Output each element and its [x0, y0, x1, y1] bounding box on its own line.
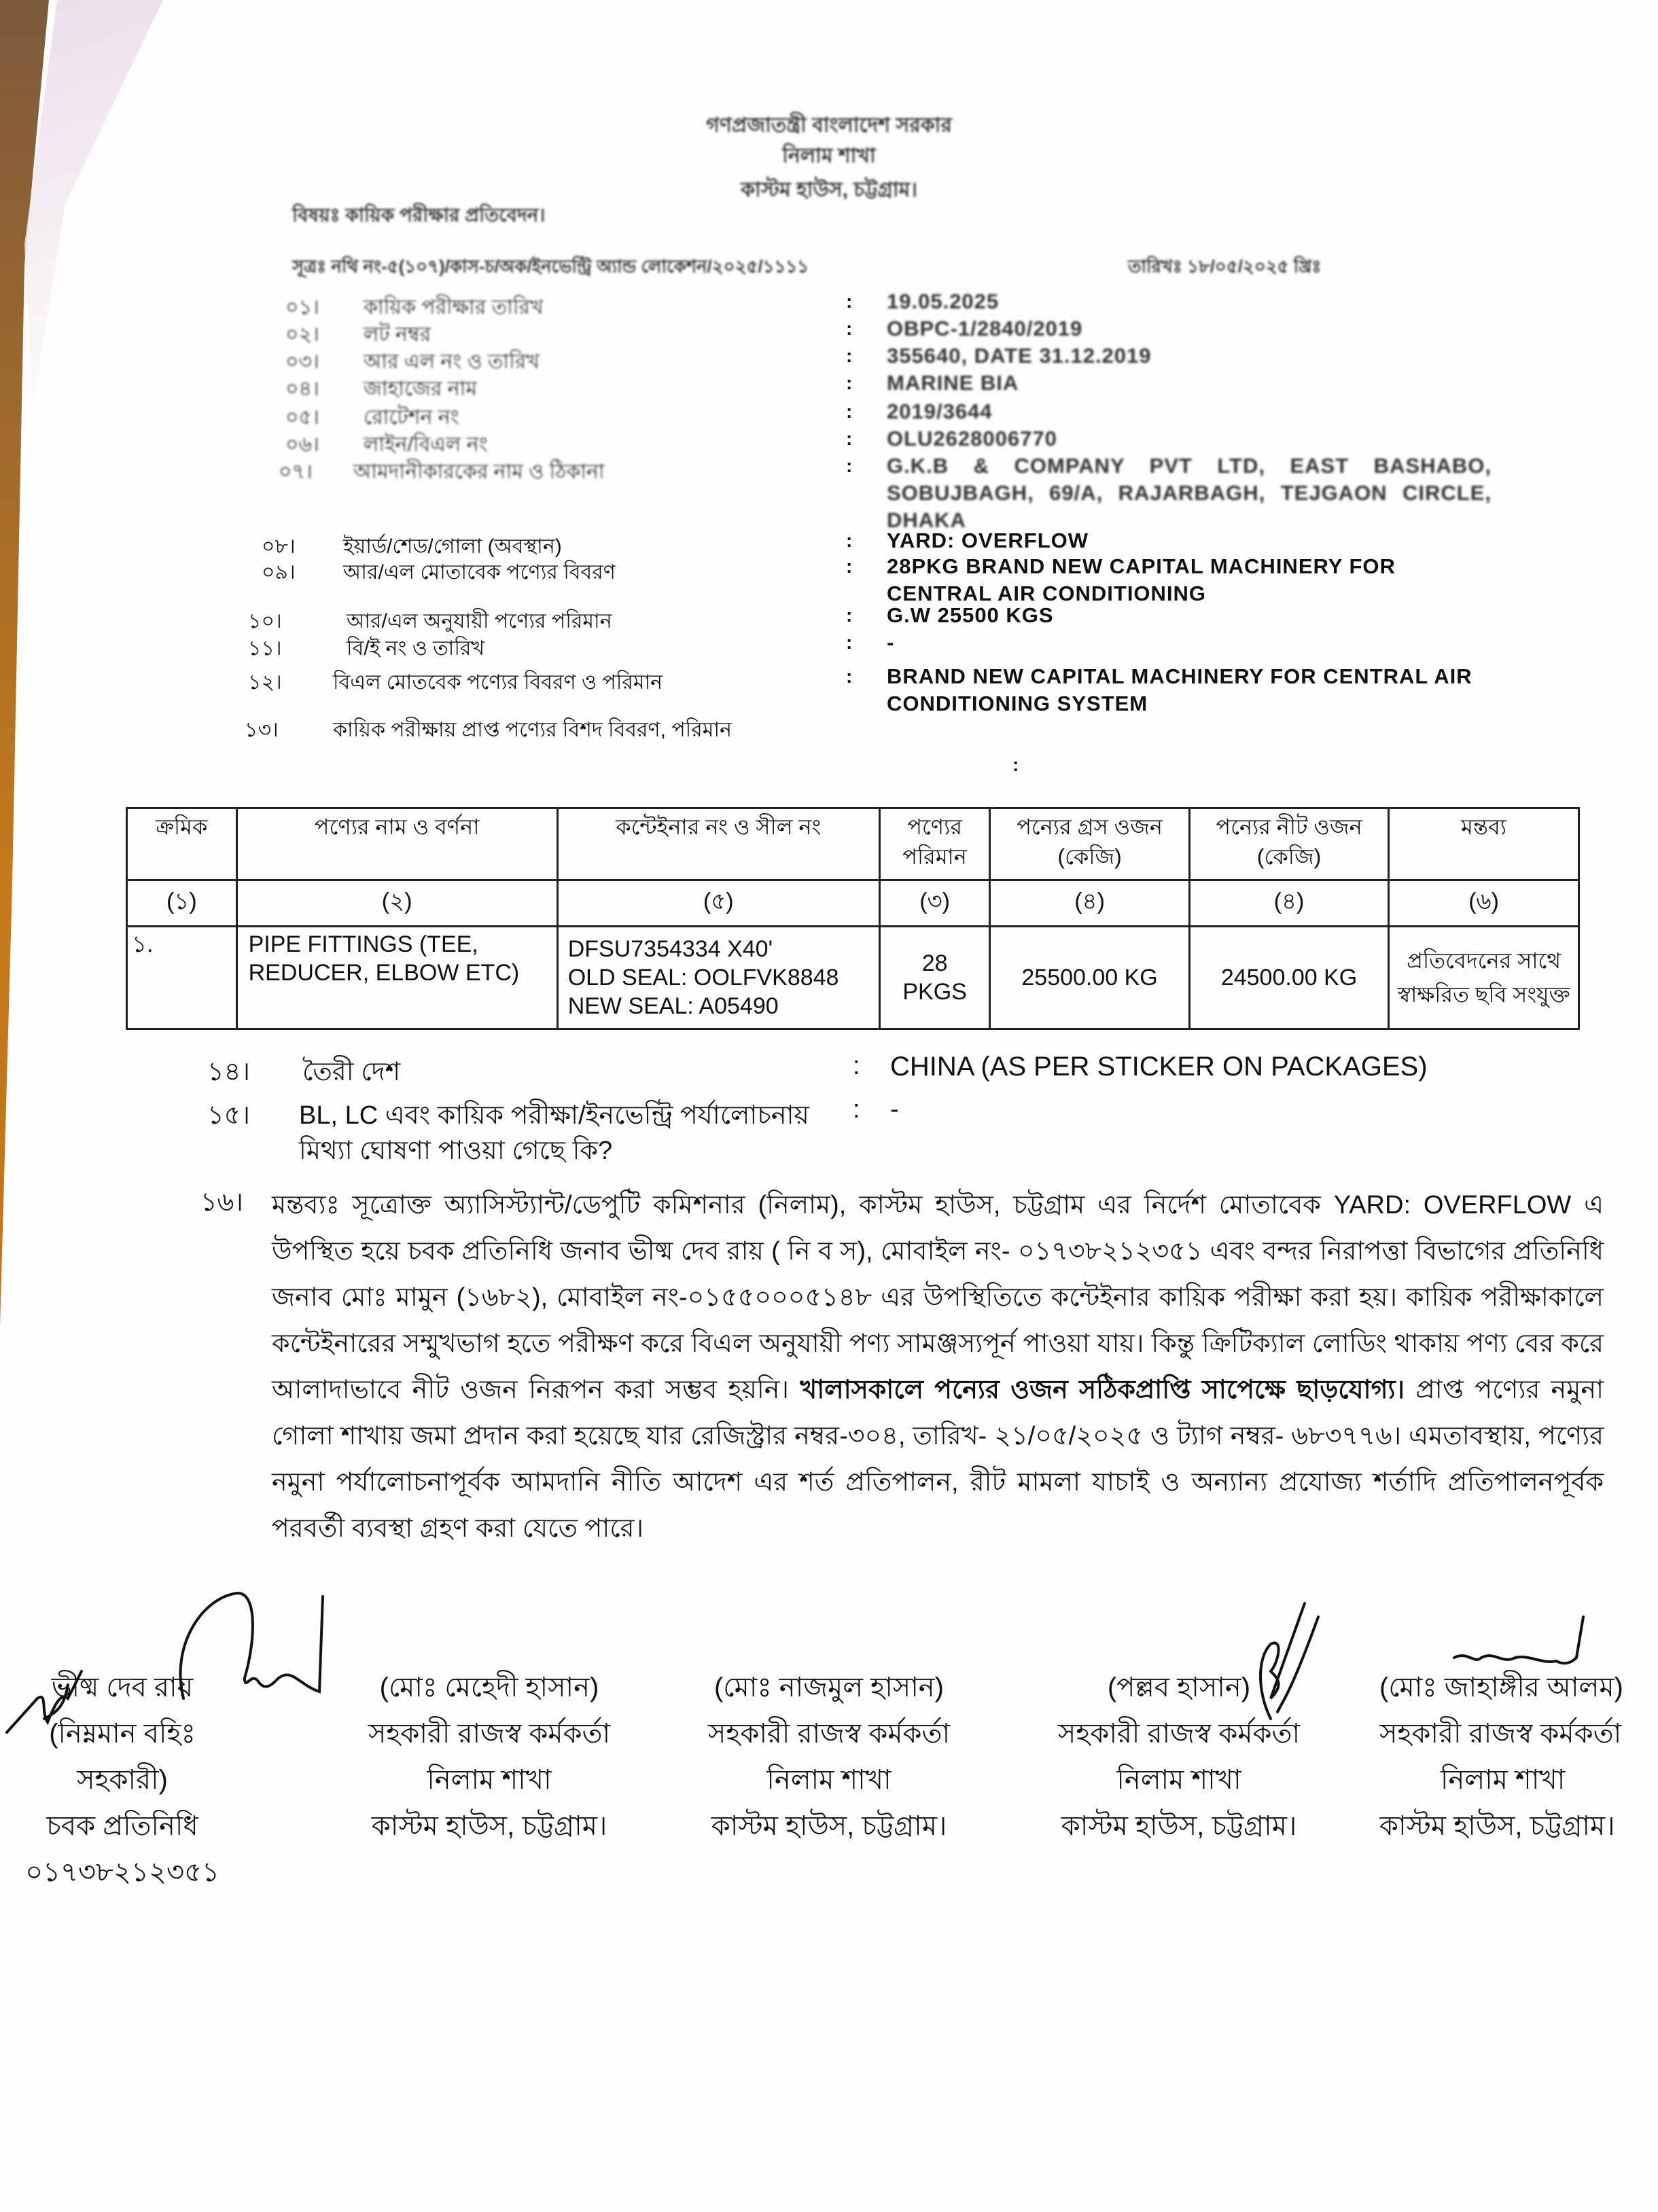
- col-header-gross-weight: পন্যের গ্রস ওজন (কেজি): [990, 808, 1189, 880]
- header-office: কাস্টম হাউস, চট্টগ্রাম।: [741, 179, 917, 201]
- field-number: ০৯।: [262, 561, 296, 584]
- field-number: ০৫।: [285, 406, 319, 429]
- field-label: আমদানীকারকের নাম ও ঠিকানা: [353, 461, 605, 483]
- col-header-serial: ক্রমিক: [127, 808, 237, 880]
- signatory-designation: সহকারী রাজস্ব কর্মকর্তা: [368, 1719, 611, 1749]
- item15-value: -: [890, 1095, 899, 1124]
- field-label: লট নম্বর: [364, 323, 431, 346]
- signatory-branch: নিলাম শাখা: [1116, 1765, 1241, 1795]
- field-label: কায়িক পরীক্ষার তারিখ: [364, 296, 544, 319]
- field-value: BRAND NEW CAPITAL MACHINERY FOR CENTRAL AIR CONDITIONING SYSTEM: [887, 664, 1472, 715]
- signatory-1: [0, 1664, 245, 1895]
- field-number: ০৬।: [285, 433, 319, 456]
- item14-colon: :: [853, 1052, 860, 1080]
- item14-label: তৈরী দেশ: [302, 1058, 401, 1086]
- field-number: ১২।: [248, 671, 282, 694]
- old-seal: OLD SEAL: OOLFVK8848: [567, 965, 839, 991]
- cell-description: PIPE FITTINGS (TEE, REDUCER, ELBOW ETC): [236, 927, 557, 1029]
- col-number: (৫): [557, 880, 879, 927]
- signatory-branch: নিলাম শাখা: [766, 1765, 892, 1795]
- signatory-office: কাস্টম হাউস, চট্টগ্রাম।: [1061, 1811, 1297, 1841]
- field-colon: :: [846, 666, 853, 687]
- signatory-branch: নিলাম শাখা: [1441, 1765, 1566, 1795]
- signatory-branch: নিলাম শাখা: [427, 1765, 552, 1795]
- field-number: ০৮।: [262, 535, 296, 558]
- cell-gross-weight: 25500.00 KG: [990, 927, 1189, 1029]
- field-number: ০৩।: [285, 351, 319, 373]
- field-number: ০১।: [285, 296, 319, 319]
- field-label: ইয়ার্ড/শেড/গোলা (অবস্থান): [343, 535, 562, 558]
- field-colon: :: [846, 401, 853, 422]
- field-label: কায়িক পরীক্ষায় প্রাপ্ত পণ্যের বিশদ বিবরণ, পরিমান: [333, 719, 733, 741]
- signatory-name: ভীষ্ম দেব রায়: [51, 1673, 194, 1702]
- quantity-value: 28: [921, 950, 948, 976]
- signatory-designation: সহকারী রাজস্ব কর্মকর্তা: [1379, 1719, 1622, 1749]
- col-number: (১): [127, 880, 237, 927]
- remarks-text-part2: প্রাপ্ত পণ্যের নমুনা গোলা শাখায় জমা প্রদান করা হয়েছে যার রেজিস্ট্রার নম্বর-৩০৪, তারিখ- ২১/০৫/২০২৫ ও ট্যাগ নম্বর- ৬৮৩৭৭৬। এমতাবস্থায়, পণ্যের নমুনা পর্যালোচনাপূর্বক আমদানি নীতি আদেশ এর শর্ত প্রতিপালন, রীট মামলা যাচাই ও অন্যান্য প্রযোজ্য শর্তাদি প্রতিপালনপূর্বক পরবর্তী ব্যবস্থা গ্রহণ করা যেতে পারে।: [272, 1376, 1604, 1543]
- signatory-name: (মোঃ জাহাঙ্গীর আলম): [1379, 1673, 1623, 1702]
- signatory-designation: সহকারী রাজস্ব কর্মকর্তা: [1057, 1719, 1301, 1749]
- table-row: [127, 927, 1579, 1029]
- col-header-quantity: পণ্যের পরিমান: [879, 808, 989, 880]
- cell-quantity: [879, 927, 989, 1029]
- header-government: গণপ্রজাতন্ত্রী বাংলাদেশ সরকার: [706, 114, 952, 137]
- item15-label-line1: BL, LC এবং কায়িক পরীক্ষা/ইনভেন্ট্রি পর্যালোচনায়: [299, 1101, 809, 1130]
- field-colon: :: [1012, 754, 1019, 775]
- item16-number: ১৬।: [200, 1188, 243, 1217]
- field-colon: :: [846, 318, 853, 339]
- field-colon: :: [846, 605, 853, 626]
- field-label: আর এল নং ও তারিখ: [364, 351, 540, 373]
- field-number: ১৩।: [245, 719, 279, 741]
- field-value: OLU2628006770: [887, 427, 1057, 450]
- subject-line: বিষয়ঃ কায়িক পরীক্ষার প্রতিবেদন।: [292, 204, 546, 226]
- col-number: (৪): [1189, 880, 1388, 927]
- field-label: বিএল মোতবেক পণ্যের বিবরণ ও পরিমান: [333, 671, 663, 694]
- field-label: লাইন/বিএল নং: [364, 433, 488, 456]
- table-column-number-row: [127, 880, 1579, 927]
- table-header-row: [127, 808, 1579, 880]
- field-label: আর/এল অনুযায়ী পণ্যের পরিমান: [347, 610, 612, 632]
- col-number: (৬): [1389, 880, 1579, 927]
- signatory-office: কাস্টম হাউস, চট্টগ্রাম।: [1379, 1811, 1615, 1841]
- new-seal: NEW SEAL: A05490: [567, 993, 779, 1019]
- field-number: ১১।: [248, 637, 282, 660]
- col-number: (৪): [990, 880, 1189, 927]
- field-value: 355640, DATE 31.12.2019: [887, 344, 1152, 368]
- field-label: জাহাজের নাম: [364, 378, 477, 400]
- field-colon: :: [846, 530, 853, 551]
- signatory-office: কাস্টম হাউস, চট্টগ্রাম।: [371, 1811, 607, 1841]
- field-colon: :: [846, 455, 853, 476]
- remarks-text-bold: খালাসকালে পন্যের ওজন সঠিকপ্রাপ্তি সাপেক্ষে ছাড়যোগ্য।: [800, 1376, 1405, 1404]
- cell-remarks: প্রতিবেদনের সাথে স্বাক্ষরিত ছবি সংযুক্ত: [1389, 927, 1579, 1029]
- cell-net-weight: 24500.00 KG: [1189, 927, 1388, 1029]
- cell-serial: ১.: [127, 927, 237, 1029]
- field-colon: :: [846, 632, 853, 653]
- field-value: -: [887, 630, 895, 654]
- col-header-container: কন্টেইনার নং ও সীল নং: [557, 808, 879, 880]
- col-header-net-weight: পন্যের নীট ওজন (কেজি): [1189, 808, 1388, 880]
- item15-label-line2: মিথ্যা ঘোষণা পাওয়া গেছে কি?: [299, 1137, 613, 1165]
- signatory-3: [686, 1664, 972, 1849]
- field-value: G.K.B & COMPANY PVT LTD, EAST BASHABO, SOBUJBAGH, 69/A, RAJARBAGH, TEJGAON CIRCLE, DHAKA: [887, 454, 1492, 532]
- field-label: রোটেশন নং: [364, 406, 459, 429]
- item15-colon: :: [853, 1095, 860, 1124]
- field-value: 2019/3644: [887, 399, 993, 423]
- signatory-5: [1379, 1664, 1658, 1849]
- signatory-office: কাস্টম হাউস, চট্টগ্রাম।: [711, 1811, 947, 1841]
- field-value: MARINE BIA: [887, 371, 1019, 395]
- signatory-office: চবক প্রতিনিধি: [46, 1811, 198, 1841]
- signatory-phone: ০১৭৩৮২১২৩৫১: [25, 1857, 219, 1887]
- field-value: 28PKG BRAND NEW CAPITAL MACHINERY FOR CENTRAL AIR CONDITIONING: [887, 554, 1396, 605]
- signatory-4: [1036, 1664, 1322, 1849]
- header-branch: নিলাম শাখা: [782, 145, 876, 167]
- field-label: আর/এল মোতাবেক পণ্যের বিবরণ: [343, 561, 616, 584]
- field-colon: :: [846, 372, 853, 393]
- memo-number: সূত্রঃ নথি নং-৫(১০৭)/কাস-চ/অক/ইনভেন্ট্রি অ্যান্ড লোকেশন/২০২৫/১১১১: [292, 256, 809, 276]
- signatory-name: (পল্লব হাসান): [1107, 1673, 1251, 1702]
- signatory-designation: (নিম্নমান বহিঃ সহকারী): [49, 1719, 196, 1795]
- item16-remarks: [272, 1182, 1604, 1552]
- memo-date: তারিখঃ ১৮/০৫/২০২৫ খ্রিঃ: [1128, 256, 1322, 276]
- field-colon: :: [846, 291, 853, 312]
- field-number: ০২।: [285, 323, 319, 346]
- cell-container: [557, 927, 879, 1029]
- col-header-remarks: মন্তব্য: [1389, 808, 1579, 880]
- field-value: G.W 25500 KGS: [887, 603, 1054, 627]
- field-value: OBPC-1/2840/2019: [887, 317, 1083, 340]
- item15-number: ১৫।: [207, 1101, 250, 1130]
- container-number: DFSU7354334 X40': [567, 936, 773, 962]
- quantity-unit: PKGS: [902, 979, 967, 1005]
- field-colon: :: [846, 428, 853, 449]
- signatory-name: (মোঃ নাজমুল হাসান): [713, 1673, 945, 1702]
- item14-number: ১৪।: [207, 1058, 250, 1086]
- signatory-name: (মোঃ মেহেদী হাসান): [379, 1673, 599, 1702]
- field-number: ০৭।: [279, 461, 313, 483]
- remarks-text-part1: মন্তব্যঃ সূত্রোক্ত অ্যাসিস্ট্যান্ট/ডেপুটি কমিশনার (নিলাম), কাস্টম হাউস, চট্টগ্রাম এর নির্দেশ মোতাবেক YARD: OVERFLOW এ উপস্থিত হয়ে চবক প্রতিনিধি জনাব ভীষ্ম দেব রায় ( নি ব স), মোবাইল নং- ০১৭৩৮২১২৩৫১ এবং বন্দর নিরাপত্তা বিভাগের প্রতিনিধি জনাব মোঃ মামুন (১৬৮২), মোবাইল নং-০১৫৫০০০৫১৪৮ এর উপস্থিতিতে কন্টেইনার কায়িক পরীক্ষা করা হয়। কায়িক পরীক্ষাকালে কন্টেইনারের সম্মুখভাগ হতে পরীক্ষণ করে বিএল অনুযায়ী পণ্য সামঞ্জস্যপূর্ন পাওয়া যায়। কিন্তু ক্রিটিক্যাল লোডিং থাকায় পণ্য বের করে আলাদাভাবে নীট ওজন নিরূপন করা সম্ভব হয়নি।: [272, 1191, 1604, 1404]
- field-colon: :: [846, 556, 853, 577]
- signatory-designation: সহকারী রাজস্ব কর্মকর্তা: [707, 1719, 951, 1749]
- field-colon: :: [846, 345, 853, 366]
- goods-table: [126, 807, 1580, 1030]
- col-header-description: পণ্যের নাম ও বর্ণনা: [236, 808, 557, 880]
- item14-value: CHINA (AS PER STICKER ON PACKAGES): [890, 1052, 1428, 1082]
- field-value: YARD: OVERFLOW: [887, 529, 1089, 552]
- col-number: (৩): [879, 880, 989, 927]
- field-label: বি/ই নং ও তারিখ: [347, 637, 485, 660]
- signatory-2: [340, 1664, 639, 1849]
- field-number: ০৪।: [285, 378, 319, 400]
- field-value: 19.05.2025: [887, 289, 1000, 313]
- field-number: ১০।: [248, 610, 282, 632]
- signature-5: [1454, 1617, 1583, 1663]
- col-number: (২): [236, 880, 557, 927]
